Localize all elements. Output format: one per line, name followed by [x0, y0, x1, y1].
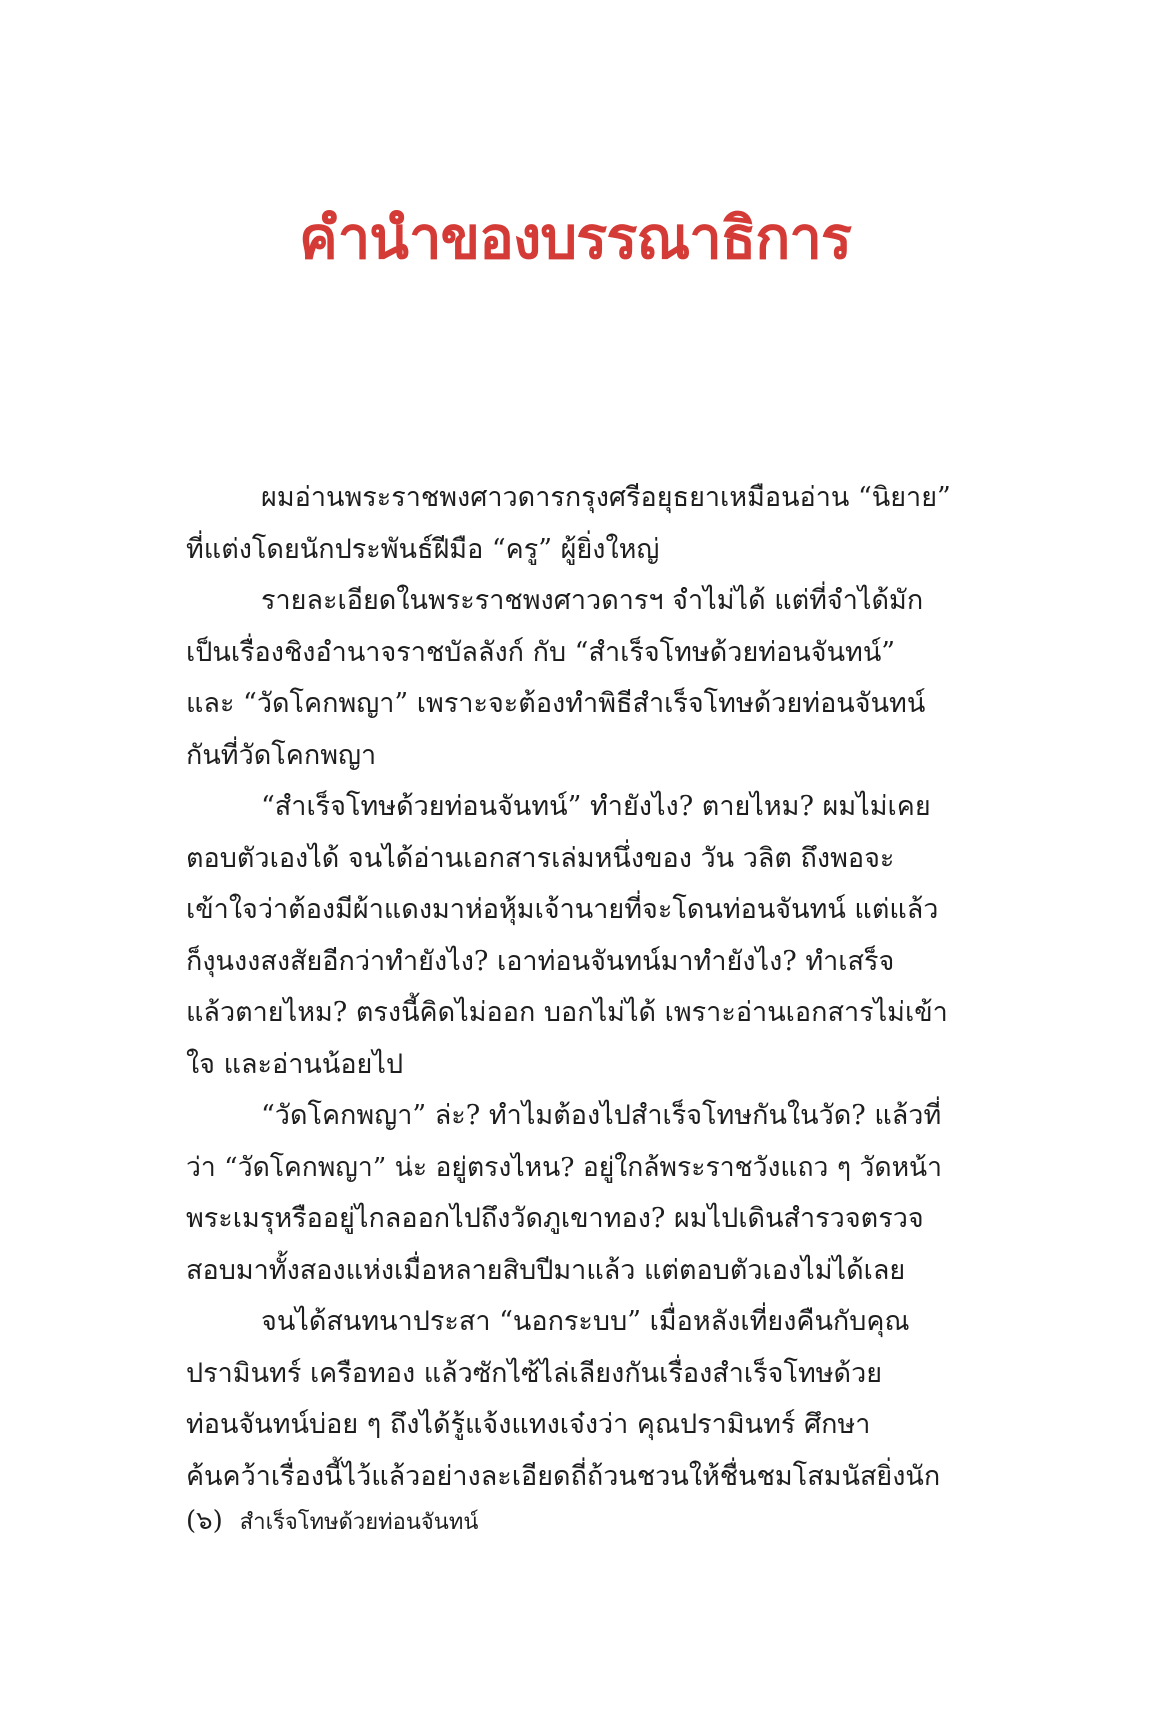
page-footer [186, 1505, 478, 1539]
text-line: ค้นคว้าเรื่องนี้ไว้แล้วอย่างละเอียดถี่ถ้วนชวนให้ชื่นชมโสมนัสยิ่งนัก [186, 1460, 941, 1492]
text-line: ผมอ่านพระราชพงศาวดารกรุงศรีอยุธยาเหมือนอ่าน “นิยาย” [261, 482, 951, 513]
text-line: และ “วัดโคกพญา” เพราะจะต้องทำพิธีสำเร็จโทษด้วยท่อนจันทน์ [186, 688, 926, 719]
text-line: ตอบตัวเองได้ จนได้อ่านเอกสารเล่มหนึ่งของ วัน วลิต ถึงพอจะ [186, 842, 895, 874]
running-title: สำเร็จโทษด้วยท่อนจันทน์ [239, 1510, 479, 1535]
page-title: คำนำของบรรณาธิการ [298, 204, 852, 272]
page-number: (๖) [186, 1506, 223, 1536]
text-line: ก็งุนงงสงสัยอีกว่าทำยังไง? เอาท่อนจันทน์มาทำยังไง? ทำเสร็จ [186, 945, 895, 977]
text-line: รายละเอียดในพระราชพงศาวดารฯ จำไม่ได้ แต่ที่จำได้มัก [261, 585, 924, 616]
text-line: แล้วตายไหม? ตรงนี้คิดไม่ออก บอกไม่ได้ เพราะอ่านเอกสารไม่เข้า [186, 997, 948, 1028]
text-line: ใจ และอ่านน้อยไป [186, 1048, 404, 1080]
text-line: พระเมรุหรืออยู่ไกลออกไปถึงวัดภูเขาทอง? ผมไปเดินสำรวจตรวจ [186, 1203, 924, 1234]
text-line: ปรามินทร์ เครือทอง แล้วซักไซ้ไล่เลียงกันเรื่องสำเร็จโทษด้วย [186, 1357, 883, 1389]
text-line: จนได้สนทนาประสา “นอกระบบ” เมื่อหลังเที่ยงคืนกับคุณ [261, 1306, 910, 1337]
text-line: เป็นเรื่องชิงอำนาจราชบัลลังก์ กับ “สำเร็จโทษด้วยท่อนจันทน์” [186, 636, 896, 668]
text-line: ท่อนจันทน์บ่อย ๆ ถึงได้รู้แจ้งแทงเจ๋งว่า คุณปรามินทร์ ศึกษา [186, 1409, 871, 1440]
text-line: กันที่วัดโคกพญา [186, 739, 377, 771]
text-line: “สำเร็จโทษด้วยท่อนจันทน์” ทำยังไง? ตายไหม? ผมไม่เคย [261, 791, 931, 822]
body-text [186, 472, 954, 1502]
text-line: เข้าใจว่าต้องมีผ้าแดงมาห่อหุ้มเจ้านายที่จะโดนท่อนจันทน์ แต่แล้ว [186, 894, 939, 925]
text-line: ที่แต่งโดยนักประพันธ์ฝีมือ “ครู” ผู้ยิ่งใหญ่ [186, 533, 660, 565]
text-line: “วัดโคกพญา” ล่ะ? ทำไมต้องไปสำเร็จโทษกันในวัด? แล้วที่ [261, 1100, 942, 1131]
text-line: ว่า “วัดโคกพญา” น่ะ อยู่ตรงไหน? อยู่ใกล้พระราชวังแถว ๆ วัดหน้า [186, 1151, 943, 1183]
text-line: สอบมาทั้งสองแห่งเมื่อหลายสิบปีมาแล้ว แต่ตอบตัวเองไม่ได้เลย [186, 1254, 906, 1286]
